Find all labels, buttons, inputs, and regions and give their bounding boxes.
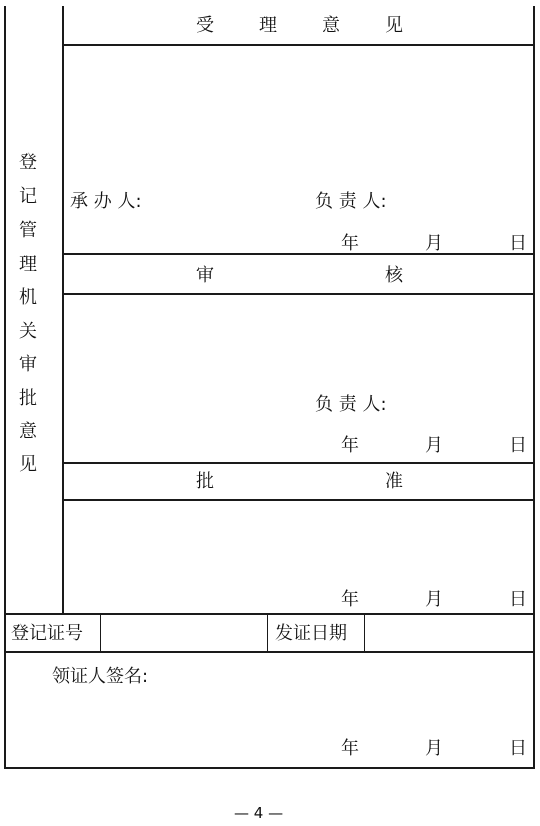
sidebar-char: 记	[19, 186, 37, 207]
acceptance-header-char: 受	[196, 15, 214, 36]
acceptance-header-char: 意	[322, 15, 340, 36]
date-month: 月	[425, 435, 443, 456]
sidebar-char: 见	[19, 454, 37, 475]
approval-header-char: 批	[196, 471, 214, 492]
registration-number-label: 登记证号	[11, 623, 83, 644]
frame-bottom-border	[4, 767, 535, 769]
date-year: 年	[341, 589, 359, 610]
sidebar-char: 批	[19, 388, 37, 409]
date-year: 年	[341, 738, 359, 759]
reg-divider-3	[364, 613, 365, 652]
registration-top-rule	[4, 613, 535, 615]
sidebar-char: 机	[19, 287, 37, 308]
acceptance-header-char: 见	[385, 15, 403, 36]
registration-bottom-rule	[4, 651, 535, 653]
review-header-char: 审	[196, 265, 214, 286]
reg-divider-1	[100, 613, 101, 652]
page-number: — 4 —	[234, 804, 284, 822]
sidebar-char: 审	[19, 354, 37, 375]
frame-left-border	[4, 6, 6, 768]
date-day: 日	[509, 589, 527, 610]
date-month: 月	[425, 233, 443, 254]
date-year: 年	[341, 435, 359, 456]
date-day: 日	[509, 738, 527, 759]
sidebar-char: 管	[19, 220, 37, 241]
approval-top-rule	[62, 462, 535, 464]
review-header-char: 核	[385, 265, 403, 286]
sidebar-char: 登	[19, 152, 37, 173]
reg-divider-2	[267, 613, 268, 652]
registration-number-field[interactable]	[102, 616, 266, 650]
date-month: 月	[425, 738, 443, 759]
responsible-label: 负 责 人:	[315, 191, 387, 212]
sidebar-char: 意	[19, 421, 37, 442]
recipient-signature-label: 领证人签名:	[52, 666, 149, 687]
sidebar-char: 关	[19, 321, 37, 342]
acceptance-header-rule	[62, 44, 535, 46]
date-month: 月	[425, 589, 443, 610]
issue-date-label: 发证日期	[275, 623, 347, 644]
frame-right-border	[533, 6, 535, 768]
sidebar-char: 理	[19, 254, 37, 275]
review-top-rule	[62, 253, 535, 255]
responsible-label: 负 责 人:	[315, 394, 387, 415]
date-year: 年	[341, 233, 359, 254]
review-header-rule	[62, 293, 535, 295]
approval-header-rule	[62, 499, 535, 501]
approval-header-char: 准	[385, 471, 403, 492]
acceptance-header-char: 理	[259, 15, 277, 36]
date-day: 日	[509, 435, 527, 456]
handler-label: 承 办 人:	[70, 191, 142, 212]
sidebar-divider	[62, 6, 64, 614]
date-day: 日	[509, 233, 527, 254]
issue-date-field[interactable]	[366, 616, 532, 650]
